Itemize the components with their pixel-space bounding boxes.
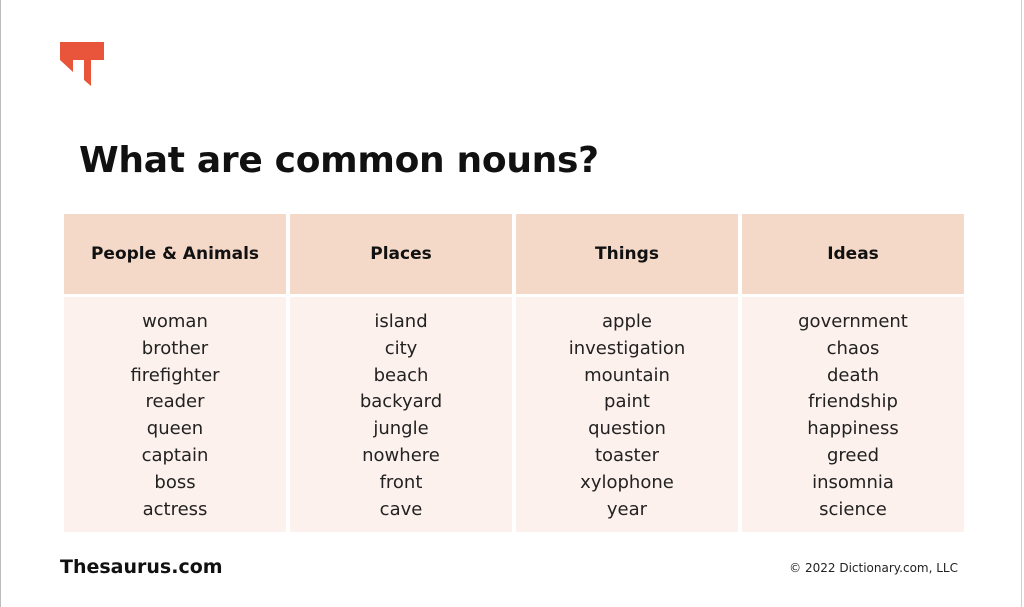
table-cell: xylophone: [580, 471, 674, 493]
table-cell: reader: [145, 391, 205, 413]
column-body: [64, 297, 286, 532]
column-header: Places: [290, 214, 512, 294]
column-body: [290, 297, 512, 532]
table-cell: question: [588, 418, 666, 440]
table-cell: science: [819, 498, 887, 520]
column-header: Ideas: [742, 214, 964, 294]
table-column-things: [516, 214, 738, 532]
table-cell: friendship: [808, 391, 898, 413]
table-cell: beach: [373, 364, 429, 386]
table-cell: toaster: [594, 444, 659, 466]
table-cell: boss: [154, 471, 196, 493]
table-cell: front: [379, 471, 423, 493]
table-cell: nowhere: [362, 444, 440, 466]
table-column-people-animals: [64, 214, 286, 532]
column-header: Things: [516, 214, 738, 294]
brand-wordmark: Thesaurus.com: [60, 556, 223, 578]
table-cell: government: [798, 311, 908, 332]
table-cell: jungle: [373, 418, 429, 440]
table-cell: firefighter: [130, 364, 220, 386]
table-cell: mountain: [584, 364, 670, 386]
table-cell: backyard: [359, 391, 443, 413]
table-cell: brother: [141, 337, 209, 359]
column-body: [516, 297, 738, 532]
table-cell: apple: [602, 311, 652, 332]
copyright-notice: © 2022 Dictionary.com, LLC: [789, 561, 958, 575]
table-cell: year: [606, 498, 648, 520]
table-cell: insomnia: [812, 471, 894, 493]
nouns-table: [64, 214, 964, 532]
table-cell: happiness: [807, 418, 899, 440]
page-title: What are common nouns?: [79, 140, 599, 181]
table-column-ideas: [742, 214, 964, 532]
table-cell: city: [384, 337, 418, 359]
table-cell: death: [827, 364, 879, 386]
thesaurus-logo-icon: [58, 40, 106, 88]
table-cell: actress: [142, 498, 208, 520]
column-body: [742, 297, 964, 532]
table-cell: investigation: [568, 337, 686, 359]
table-cell: chaos: [826, 337, 880, 359]
table-cell: captain: [141, 444, 209, 466]
table-cell: queen: [146, 418, 204, 440]
table-cell: cave: [379, 498, 423, 520]
table-cell: greed: [826, 444, 879, 466]
table-cell: paint: [604, 391, 650, 413]
table-cell: woman: [142, 311, 208, 332]
table-column-places: [290, 214, 512, 532]
table-cell: island: [374, 311, 428, 332]
column-header: People & Animals: [64, 214, 286, 294]
